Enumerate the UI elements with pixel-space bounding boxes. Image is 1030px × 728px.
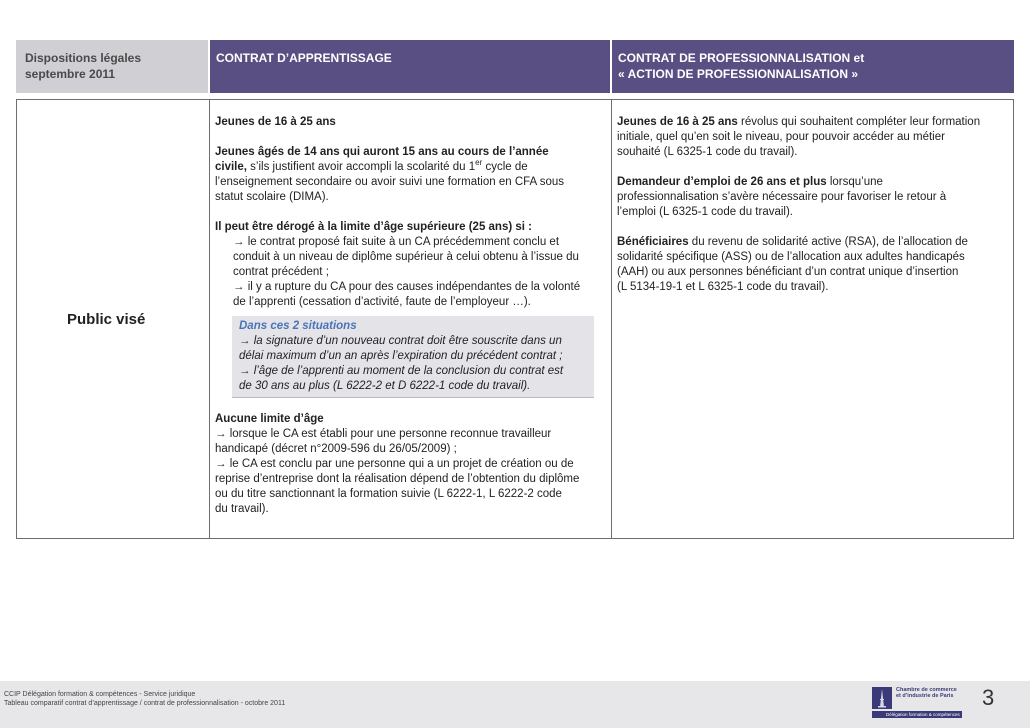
appr-p4-l3: → le CA est conclu par une personne qui a un projet de création ou de — [215, 458, 574, 470]
appr-p4-l6: du travail). — [215, 503, 269, 515]
header-apprentissage — [210, 40, 610, 93]
professionnalisation-cell — [612, 100, 1013, 538]
logo-line1: Chambre de commerce — [896, 687, 957, 693]
pro-p2-l3: l’emploi (L 6325-1 code du travail). — [617, 206, 793, 218]
header-right-line1: CONTRAT DE PROFESSIONNALISATION et — [618, 51, 865, 65]
footer-text — [4, 690, 285, 708]
appr-p3-b2-l1: → il y a rupture du CA pour des causes indépendantes de la volonté — [233, 281, 581, 293]
appr-p3-b1-l3: contrat précédent ; — [233, 266, 329, 278]
pro-p2-l2: professionnalisation s’avère nécessaire pour favoriser le retour à — [617, 191, 947, 203]
appr-p2-sup: er — [475, 158, 483, 168]
pro-p3-l2: solidarité spécifique (ASS) ou de l’allocation aux adultes handicapés — [617, 251, 965, 263]
pro-p1-bold: Jeunes de 16 à 25 ans — [617, 116, 738, 128]
footer-line1: CCIP Délégation formation & compétences - Service juridique — [4, 691, 196, 698]
header-mid-title: CONTRAT D’APPRENTISSAGE — [216, 51, 392, 65]
pro-p3-bold: Bénéficiaires — [617, 236, 689, 248]
appr-p2-bold2: civile, — [215, 161, 247, 173]
pro-p3-l4: (L 5134-19-1 et L 6325-1 code du travail). — [617, 281, 829, 293]
pro-p2-bold: Demandeur d’emploi de 26 ans et plus — [617, 176, 827, 188]
appr-p2-l4: statut scolaire (DIMA). — [215, 191, 329, 203]
logo-line2: et d’industrie de Paris — [896, 693, 954, 699]
page-footer — [0, 681, 1030, 728]
header-dispositions — [16, 40, 208, 93]
appr-p1: Jeunes de 16 à 25 ans — [215, 116, 336, 128]
appr-p4-l5: ou du titre sanctionnant la formation suivie (L 6222-1, L 6222-2 code — [215, 488, 562, 500]
header-right-line2: « ACTION DE PROFESSIONNALISATION » — [618, 67, 859, 81]
appr-p3-title: Il peut être dérogé à la limite d’âge supérieure (25 ans) si : — [215, 221, 532, 233]
note-l4: de 30 ans au plus (L 6222-2 et D 6222-1 code du travail). — [239, 380, 531, 392]
note-l2: délai maximum d’un an après l’expiration du précédent contrat ; — [239, 350, 563, 362]
pro-p1-rest: révolus qui souhaitent compléter leur formation — [737, 116, 981, 128]
pro-p3-rest: du revenu de solidarité active (RSA), de l’allocation de — [688, 236, 968, 248]
pro-p2-rest: lorsqu’une — [826, 176, 883, 188]
appr-p4-title: Aucune limite d’âge — [215, 413, 324, 425]
note-l1: → la signature d’un nouveau contrat doit être souscrite dans un — [239, 335, 562, 347]
row-label-cell — [17, 100, 210, 538]
note-l3: → l’âge de l’apprenti au moment de la conclusion du contrat est — [239, 365, 564, 377]
appr-p2-rest-b: cycle de — [482, 161, 528, 173]
appr-p2-rest-a: s’ils justifient avoir accompli la scolarité du 1 — [246, 161, 476, 173]
appr-p2-l3: l’enseignement secondaire ou avoir suivi une formation en CFA sous — [215, 176, 565, 188]
comparison-table — [16, 99, 1014, 539]
pro-p3-l3: (AAH) ou aux personnes bénéficiant d’un contrat unique d’insertion — [617, 266, 959, 278]
page-number: 3 — [982, 685, 995, 710]
header-left-line2: septembre 2011 — [25, 67, 116, 81]
note-title: Dans ces 2 situations — [239, 320, 357, 332]
appr-p4-l4: reprise d’entreprise dont la réalisation dépend de l’obtention du diplôme — [215, 473, 580, 485]
appr-p4-l2: handicapé (décret n°2009-596 du 26/05/2009) ; — [215, 443, 457, 455]
appr-p2-bold1: Jeunes âgés de 14 ans qui auront 15 ans au cours de l’année — [215, 146, 549, 158]
appr-p4-l1: → lorsque le CA est établi pour une personne reconnue travailleur — [215, 428, 552, 440]
logo-text — [896, 687, 962, 699]
eiffel-tower-icon — [872, 687, 892, 709]
appr-p3-b2-l2: de l’apprenti (cessation d’activité, faute de l’employeur …). — [233, 296, 531, 308]
appr-p3-b1-l2: conduit à un niveau de diplôme supérieur à celui obtenu à l’issue du — [233, 251, 579, 263]
appr-p3-b1-l1: → le contrat proposé fait suite à un CA précédemment conclu et — [233, 236, 560, 248]
pro-p1-line1 — [617, 115, 1007, 130]
pro-p3-line1 — [617, 235, 1007, 250]
footer-line2: Tableau comparatif contrat d’apprentissage / contrat de professionnalisation - octobre 2011 — [4, 700, 286, 707]
header-left-line1: Dispositions légales — [25, 51, 142, 65]
logo-tagline: Délégation formation & compétences — [872, 711, 962, 718]
ccip-logo — [872, 686, 962, 716]
pro-p1-l2: initiale, quel qu’en soit le niveau, pour pouvoir accéder au métier — [617, 131, 945, 143]
pro-p2-line1 — [617, 175, 1007, 190]
note-box — [232, 316, 594, 398]
header-professionnalisation — [612, 40, 1014, 93]
apprentissage-cell — [210, 100, 612, 538]
pro-p1-l3: souhaité (L 6325-1 code du travail). — [617, 146, 798, 158]
row-label: Public visé — [67, 311, 146, 328]
appr-p2-line2 — [215, 160, 611, 175]
